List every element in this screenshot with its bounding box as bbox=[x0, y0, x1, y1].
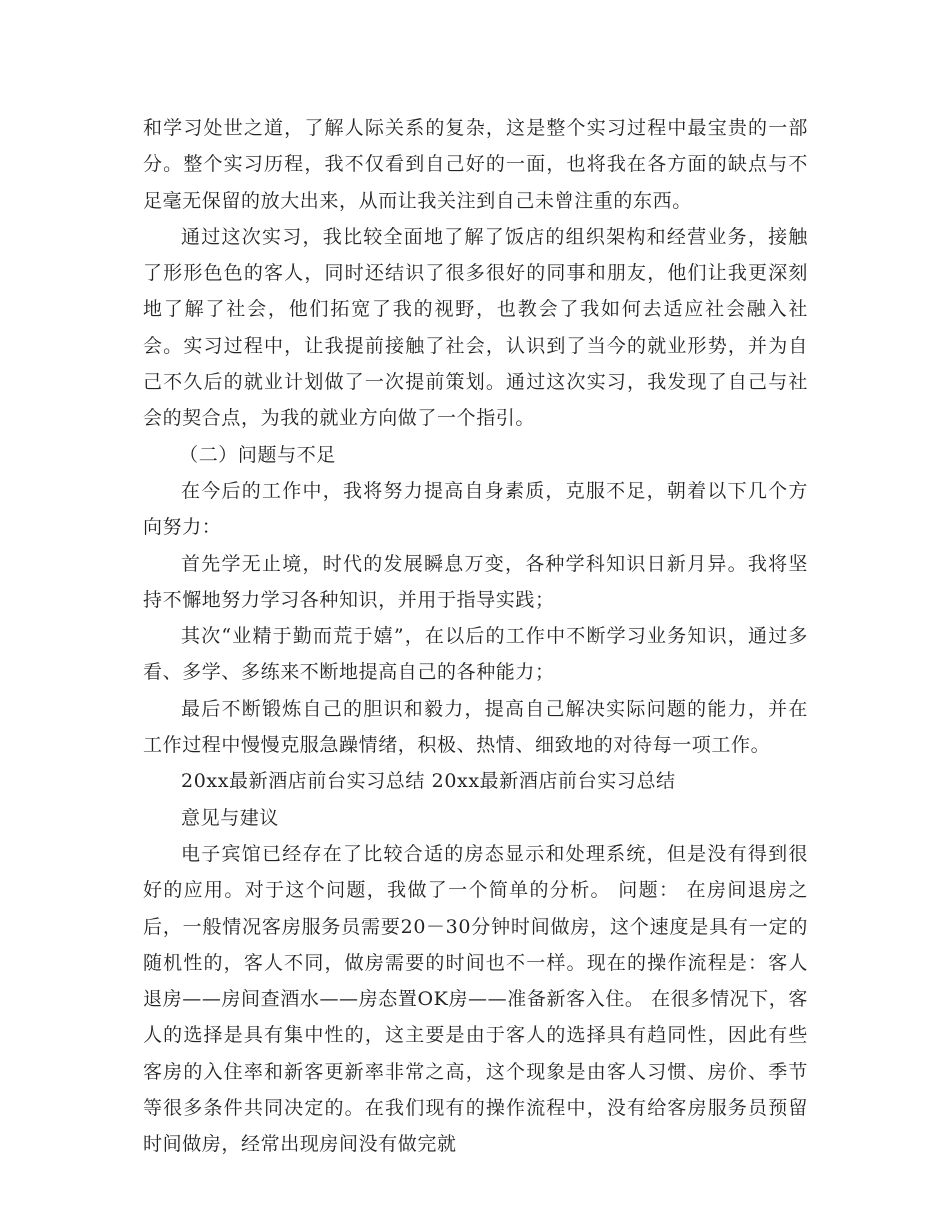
paragraph-internship-gains: 通过这次实习，我比较全面地了解了饭店的组织架构和经营业务，接触了形形色色的客人，同时还结识了很多很好的同事和朋友，他们让我更深刻地了解了社会，他们拓宽了我的视野，也教会了我如何去适应社会融入社会。实习过程中，让我提前接触了社会，认识到了当今的就业形势，并为自己不久后的就业计划做了一次提前策划。通过这次实习，我发现了自己与社会的契合点，为我的就业方向做了一个指引。 bbox=[143, 225, 808, 430]
section-heading-problems: （二）问题与不足 bbox=[179, 443, 336, 466]
paragraph-reflection-continued: 和学习处世之道，了解人际关系的复杂，这是整个实习过程中最宝贵的一部分。整个实习历程，我不仅看到自己好的一面，也将我在各方面的缺点与不足毫无保留的放大出来，从而让我关注到自己未曾注重的东西。 bbox=[143, 117, 808, 212]
paragraph-first-point: 首先学无止境，时代的发展瞬息万变，各种学科知识日新月异。我将坚持不懈地努力学习各种知识，并用于指导实践； bbox=[143, 552, 808, 611]
paragraph-last-point: 最后不断锻炼自己的胆识和毅力，提高自己解决实际问题的能力，并在工作过程中慢慢克服急躁情绪，积极、热情、细致地的对待每一项工作。 bbox=[143, 697, 808, 757]
section-heading-suggestions: 意见与建议 bbox=[181, 806, 280, 829]
document-body bbox=[143, 110, 808, 1163]
document-title-line: 20xx最新酒店前台实习总结 20xx最新酒店前台实习总结 bbox=[181, 770, 676, 793]
paragraph-room-status-analysis: 电子宾馆已经存在了比较合适的房态显示和处理系统，但是没有得到很好的应用。对于这个问题，我做了一个简单的分析。 问题： 在房间退房之后，一般情况客房服务员需要20－30分钟时间做房，这个速度是具有一定的随机性的，客人不同，做房需要的时间也不一样。现在的操作流程是：客人退房——房间查酒水——房态置OK房——准备新客入住。 在很多情况下，客人的选择是具有集中性的，这主要是由于客人的选择具有趋同性，因此有些客房的入住率和新客更新率非常之高，这个现象是由客人习惯、房价、季节等很多条件共同决定的。在我们现有的操作流程中，没有给客房服务员预留时间做房，经常出现房间没有做完就 bbox=[143, 842, 808, 1156]
paragraph-second-point: 其次“业精于勤而荒于嬉”，在以后的工作中不断学习业务知识，通过多看、多学、多练来不断地提高自己的各种能力； bbox=[143, 625, 808, 684]
paragraph-future-directions: 在今后的工作中，我将努力提高自身素质，克服不足，朝着以下几个方向努力： bbox=[143, 479, 808, 539]
